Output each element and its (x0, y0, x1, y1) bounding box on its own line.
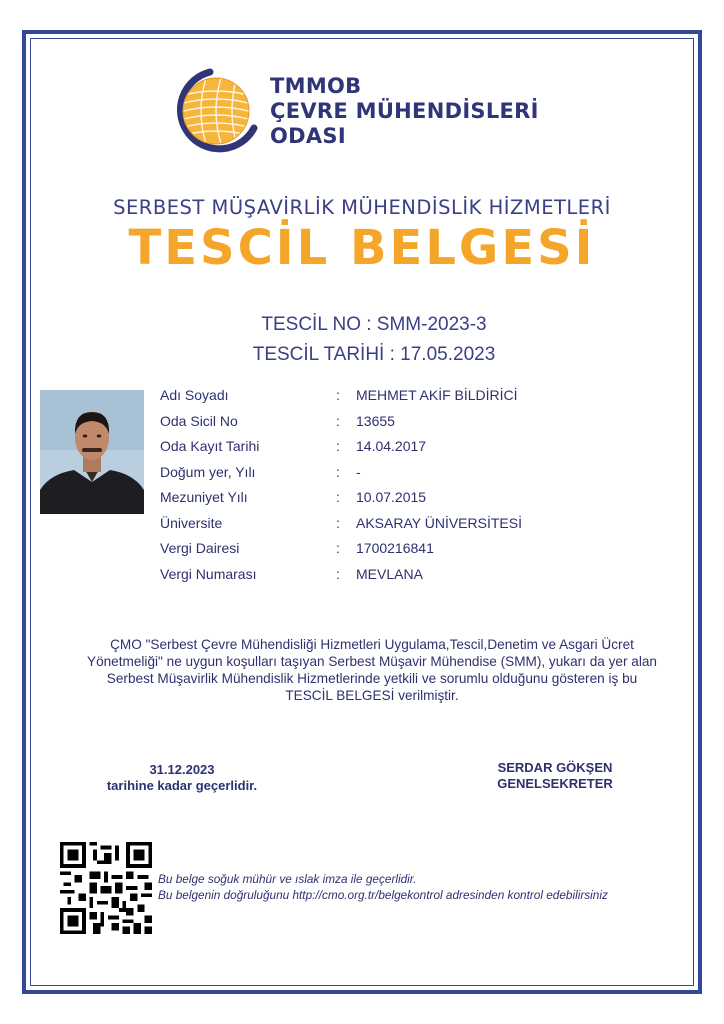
org-line-3: ODASI (270, 124, 346, 148)
validity-block (82, 762, 282, 794)
validity-date: 31.12.2023 (149, 762, 215, 777)
field-colon: : (336, 540, 340, 556)
field-colon: : (336, 514, 340, 531)
note-seal: Bu belge soğuk mühür ve ıslak imza ile geçerlidir. (158, 872, 417, 886)
chamber-logo-icon (166, 66, 262, 156)
field-row-birth (160, 461, 680, 487)
field-row-tax-office (160, 537, 680, 563)
verification-notes (158, 871, 608, 903)
field-colon: : (336, 412, 340, 429)
field-value: 1700216841 (356, 540, 434, 556)
qr-code-icon (60, 842, 152, 934)
statement-line: TESCİL BELGESİ verilmiştir. (285, 688, 459, 703)
org-line-2: ÇEVRE MÜHENDİSLERİ (270, 99, 539, 123)
document-subtitle: SERBEST MÜŞAVİRLİK MÜHENDİSLİK HİZMETLERİ (113, 196, 611, 219)
validity-text: tarihine kadar geçerlidir. (106, 778, 258, 793)
field-label: Mezuniyet Yılı (160, 489, 248, 505)
statement-line: ÇMO "Serbest Çevre Mühendisliği Hizmetleri Uygulama,Tescil,Denetim ve Asgari Ücret (110, 637, 634, 652)
statement-line: Serbest Müşavirlik Mühendislik Hizmetlerinde yetkili ve sorumlu olduğunu gösteren iş bu (106, 671, 638, 686)
field-row-registration-date (160, 435, 680, 461)
statement-line: Yönetmeliği" ne uygun koşulları taşıyan Serbest Müşavir Mühendise (SMM), yukarı da yer alan (87, 654, 657, 669)
field-value: MEHMET AKİF BİLDİRİCİ (356, 387, 518, 403)
field-row-university (160, 512, 680, 538)
holder-details (160, 384, 680, 588)
portrait-photo (40, 390, 144, 514)
field-colon: : (336, 565, 340, 582)
field-row-graduation (160, 486, 680, 512)
field-label: Oda Sicil No (160, 412, 238, 429)
note-verification-url: Bu belgenin doğruluğunu http://cmo.org.tr/belgekontrol adresinden kontrol edebilirsiniz (158, 888, 608, 902)
field-label: Vergi Dairesi (160, 540, 240, 556)
field-label: Doğum yer, Yılı (160, 463, 256, 480)
signatory-title: GENELSEKRETER (497, 776, 613, 791)
field-value: 14.04.2017 (356, 438, 427, 454)
field-row-tax-number (160, 563, 680, 589)
document-title: TESCİL BELGESİ (128, 220, 596, 276)
signatory-block (460, 760, 650, 792)
field-label: Vergi Numarası (160, 565, 257, 582)
org-line-1: TMMOB (270, 74, 362, 98)
field-row-registry-no (160, 410, 680, 436)
field-row-name (160, 384, 680, 410)
field-value: - (356, 463, 361, 480)
registration-date: TESCİL TARİHİ : 17.05.2023 (252, 344, 496, 365)
field-value: MEVLANA (356, 565, 423, 582)
field-colon: : (336, 438, 340, 454)
field-value: 13655 (356, 412, 395, 429)
field-label: Oda Kayıt Tarihi (160, 438, 260, 454)
signatory-name: SERDAR GÖKŞEN (497, 760, 613, 775)
field-label: Adı Soyadı (160, 387, 229, 403)
field-value: 10.07.2015 (356, 489, 427, 505)
field-label: Üniversite (160, 514, 223, 531)
organization-name (270, 74, 539, 149)
registration-number: TESCİL NO : SMM-2023-3 (261, 314, 487, 335)
field-colon: : (336, 387, 340, 403)
field-value: AKSARAY ÜNİVERSİTESİ (356, 514, 522, 531)
field-colon: : (336, 489, 340, 505)
field-colon: : (336, 463, 340, 480)
certification-statement (60, 636, 684, 704)
